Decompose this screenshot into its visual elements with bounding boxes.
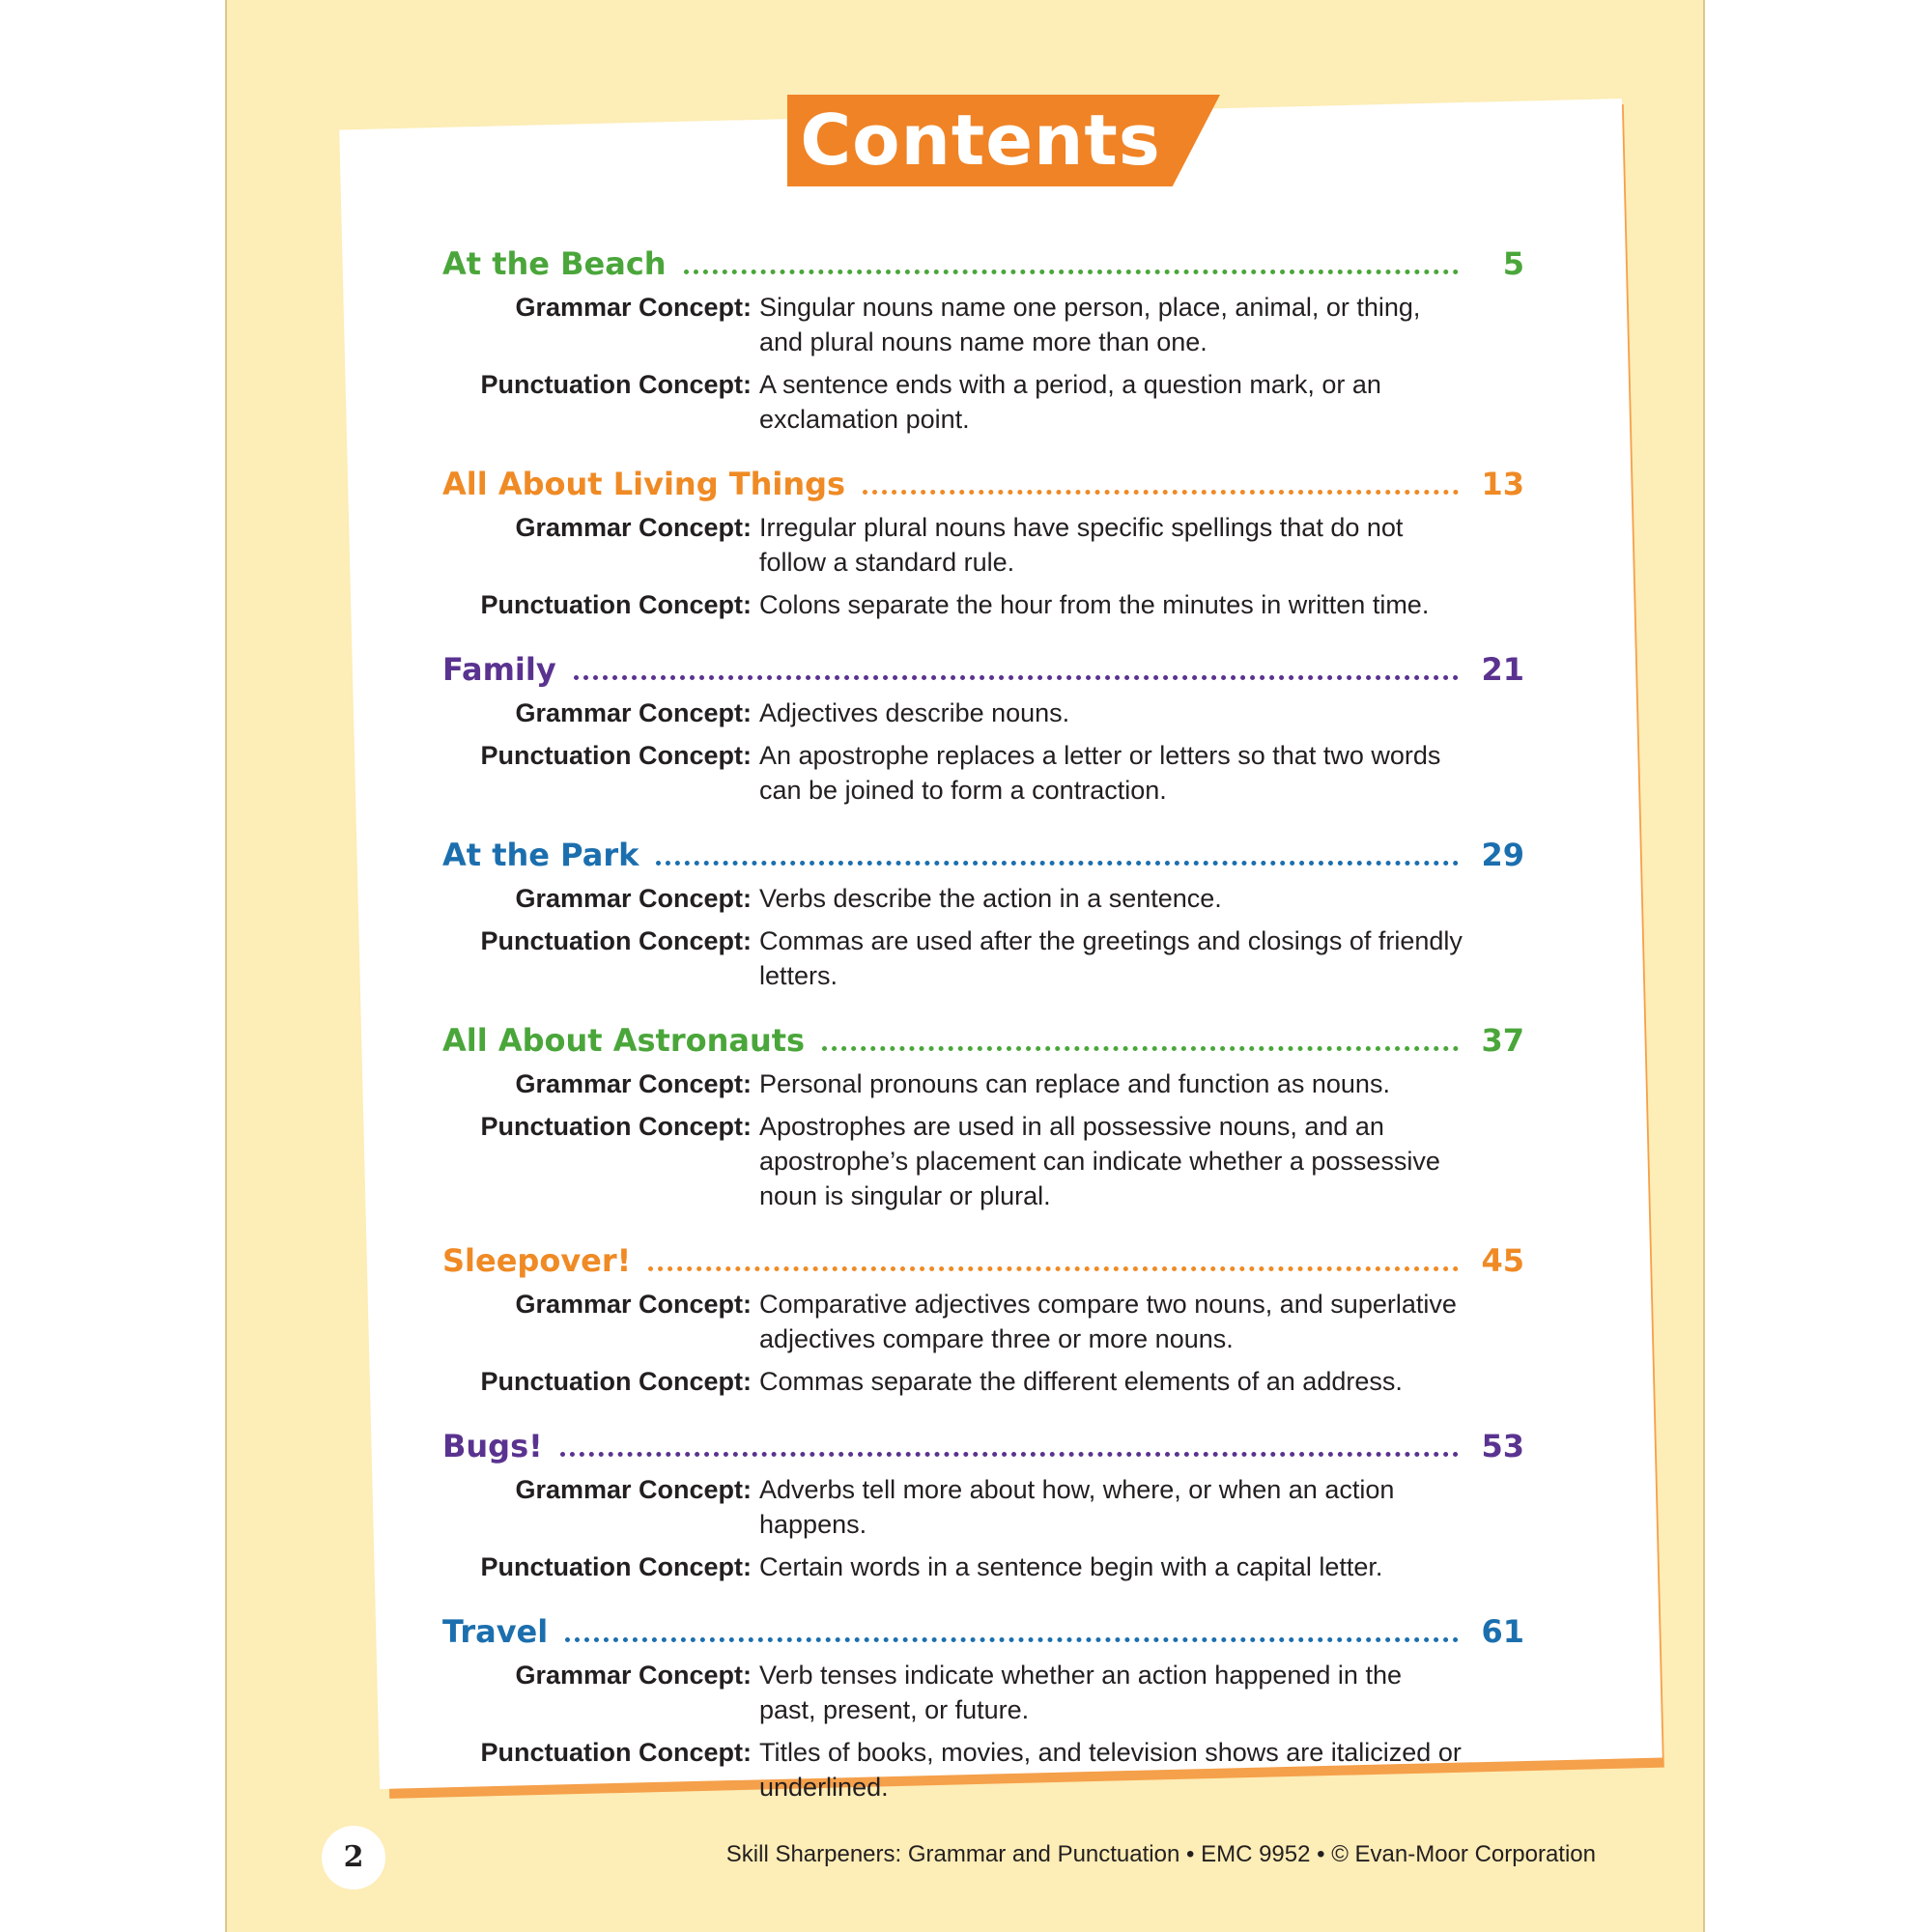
grammar-concept-row bbox=[442, 696, 1524, 730]
punctuation-concept-label: Punctuation Concept: bbox=[480, 741, 752, 770]
grammar-concept-row bbox=[442, 1472, 1524, 1542]
page-number: 2 bbox=[322, 1826, 385, 1889]
dot-leader bbox=[656, 861, 1459, 866]
punctuation-concept-label: Punctuation Concept: bbox=[480, 1552, 752, 1581]
grammar-concept-row bbox=[442, 1287, 1524, 1356]
toc-page-number: 29 bbox=[1481, 837, 1524, 873]
toc-entry bbox=[442, 823, 1524, 993]
punctuation-concept-label: Punctuation Concept: bbox=[480, 590, 752, 619]
grammar-concept-label: Grammar Concept: bbox=[515, 1069, 752, 1098]
dot-leader bbox=[684, 270, 1459, 274]
punctuation-concept-label: Punctuation Concept: bbox=[480, 926, 752, 955]
punctuation-concept-row bbox=[442, 1735, 1524, 1804]
dot-leader bbox=[822, 1046, 1459, 1051]
grammar-concept-row bbox=[442, 510, 1524, 580]
toc-page-number: 21 bbox=[1481, 651, 1524, 688]
punctuation-concept-text: An apostrophe replaces a letter or letters so that two words can be joined to form a contraction. bbox=[759, 741, 1441, 805]
toc-entry bbox=[442, 1229, 1524, 1399]
toc-entry bbox=[442, 452, 1524, 622]
grammar-concept-text: Verb tenses indicate whether an action happened in the past, present, or future. bbox=[759, 1661, 1402, 1724]
punctuation-concept-text: Apostrophes are used in all possessive nouns, and an apostrophe’s placement can indicate whether a possessive noun is singular or plural. bbox=[759, 1112, 1440, 1210]
grammar-concept-label: Grammar Concept: bbox=[515, 1475, 752, 1504]
punctuation-concept-row bbox=[442, 587, 1524, 622]
punctuation-concept-row bbox=[442, 1109, 1524, 1213]
punctuation-concept-row bbox=[442, 367, 1524, 437]
punctuation-concept-row bbox=[442, 1549, 1524, 1584]
grammar-concept-row bbox=[442, 1066, 1524, 1101]
dot-leader bbox=[648, 1266, 1459, 1271]
punctuation-concept-label: Punctuation Concept: bbox=[480, 1738, 752, 1767]
dot-leader bbox=[574, 675, 1459, 680]
grammar-concept-text: Comparative adjectives compare two nouns, and superlative adjectives compare three or more nouns. bbox=[759, 1290, 1457, 1353]
grammar-concept-text: Adjectives describe nouns. bbox=[759, 698, 1070, 727]
grammar-concept-text: Verbs describe the action in a sentence. bbox=[759, 884, 1222, 913]
dot-leader bbox=[863, 490, 1459, 495]
punctuation-concept-text: Titles of books, movies, and television shows are italicized or underlined. bbox=[759, 1738, 1462, 1802]
punctuation-concept-label: Punctuation Concept: bbox=[480, 1112, 752, 1141]
grammar-concept-row bbox=[442, 1658, 1524, 1727]
grammar-concept-label: Grammar Concept: bbox=[515, 1661, 752, 1690]
toc-entry-heading bbox=[442, 1009, 1524, 1059]
toc-entry-title: At the Beach bbox=[442, 245, 667, 282]
toc-entry-heading bbox=[442, 1600, 1524, 1650]
toc-entry-title: Sleepover! bbox=[442, 1242, 632, 1279]
punctuation-concept-row bbox=[442, 738, 1524, 808]
grammar-concept-label: Grammar Concept: bbox=[515, 884, 752, 913]
toc-entry-title: All About Astronauts bbox=[442, 1022, 806, 1059]
toc-entry-heading bbox=[442, 1229, 1524, 1279]
toc-entry-heading bbox=[442, 1414, 1524, 1464]
toc-page-number: 13 bbox=[1481, 466, 1524, 502]
toc-entry bbox=[442, 1009, 1524, 1213]
toc-entry bbox=[442, 638, 1524, 808]
punctuation-concept-text: Commas are used after the greetings and closings of friendly letters. bbox=[759, 926, 1463, 990]
grammar-concept-label: Grammar Concept: bbox=[515, 293, 752, 322]
punctuation-concept-text: Commas separate the different elements of an address. bbox=[759, 1367, 1403, 1396]
toc-entry-heading bbox=[442, 638, 1524, 688]
dot-leader bbox=[565, 1637, 1459, 1642]
grammar-concept-row bbox=[442, 290, 1524, 359]
footer-credit: Skill Sharpeners: Grammar and Punctuation • EMC 9952 • © Evan-Moor Corporation bbox=[725, 1841, 1596, 1867]
punctuation-concept-row bbox=[442, 1364, 1524, 1399]
toc-entry-heading bbox=[442, 823, 1524, 873]
grammar-concept-row bbox=[442, 881, 1524, 916]
toc-page-number: 37 bbox=[1481, 1022, 1524, 1059]
toc-entry bbox=[442, 1600, 1524, 1804]
punctuation-concept-row bbox=[442, 923, 1524, 993]
table-of-contents bbox=[442, 232, 1524, 1820]
toc-entry bbox=[442, 232, 1524, 437]
punctuation-concept-label: Punctuation Concept: bbox=[480, 1367, 752, 1396]
punctuation-concept-label: Punctuation Concept: bbox=[480, 370, 752, 399]
grammar-concept-text: Adverbs tell more about how, where, or when an action happens. bbox=[759, 1475, 1395, 1539]
toc-entry bbox=[442, 1414, 1524, 1584]
toc-entry-heading bbox=[442, 232, 1524, 282]
grammar-concept-label: Grammar Concept: bbox=[515, 513, 752, 542]
dot-leader bbox=[560, 1452, 1459, 1457]
toc-entry-title: All About Living Things bbox=[442, 466, 846, 502]
grammar-concept-label: Grammar Concept: bbox=[515, 1290, 752, 1319]
page-title: Contents bbox=[800, 99, 1161, 181]
punctuation-concept-text: Colons separate the hour from the minutes in written time. bbox=[759, 590, 1430, 619]
grammar-concept-text: Singular nouns name one person, place, animal, or thing, and plural nouns name more than one. bbox=[759, 293, 1421, 356]
toc-entry-title: Travel bbox=[442, 1613, 549, 1650]
toc-page-number: 61 bbox=[1481, 1613, 1524, 1650]
grammar-concept-text: Personal pronouns can replace and function as nouns. bbox=[759, 1069, 1390, 1098]
grammar-concept-text: Irregular plural nouns have specific spellings that do not follow a standard rule. bbox=[759, 513, 1404, 577]
toc-entry-title: At the Park bbox=[442, 837, 639, 873]
toc-page-number: 53 bbox=[1481, 1428, 1524, 1464]
punctuation-concept-text: A sentence ends with a period, a question mark, or an exclamation point. bbox=[759, 370, 1381, 434]
toc-entry-title: Family bbox=[442, 651, 556, 688]
toc-page-number: 45 bbox=[1481, 1242, 1524, 1279]
toc-page-number: 5 bbox=[1502, 245, 1524, 282]
grammar-concept-label: Grammar Concept: bbox=[515, 698, 752, 727]
punctuation-concept-text: Certain words in a sentence begin with a capital letter. bbox=[759, 1552, 1383, 1581]
toc-entry-heading bbox=[442, 452, 1524, 502]
toc-entry-title: Bugs! bbox=[442, 1428, 543, 1464]
